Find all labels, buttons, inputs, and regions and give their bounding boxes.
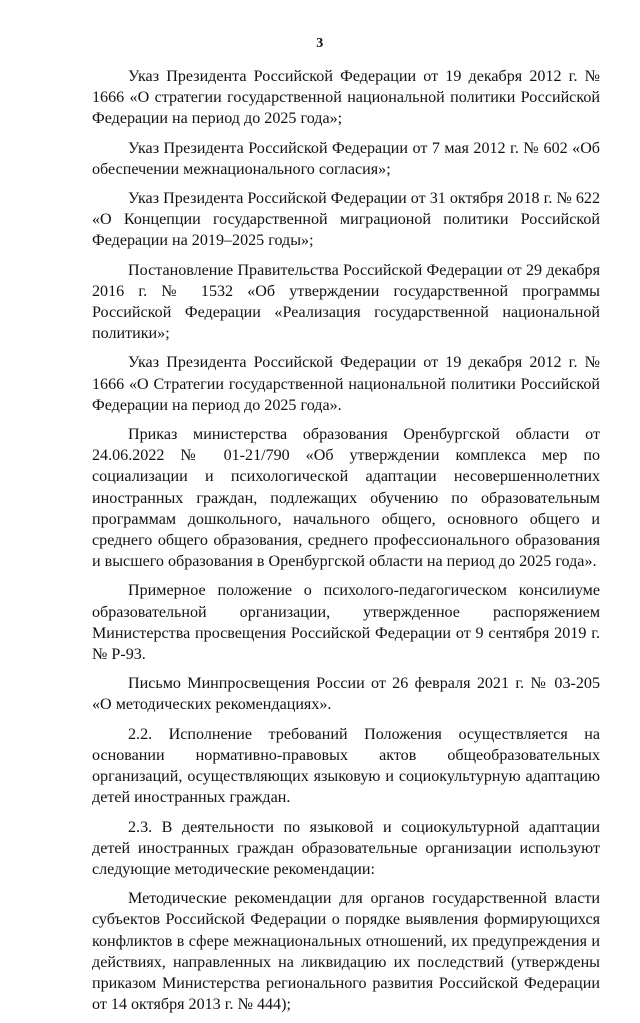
paragraph-decree-1666-repeat: Указ Президента Российской Федерации от 19 декабря 2012 г. № 1666 «О Стратегии государственной национальной политики Российской Федерации на период до 2025 года». [92, 354, 600, 414]
paragraph-section-2-2: 2.2. Исполнение требований Положения осуществляется на основании нормативно-правовых актов общеобразовательных организаций, осуществляющих языковую и социокультурную адаптацию детей иностранных граждан. [92, 725, 600, 807]
paragraph-decree-622: Указ Президента Российской Федерации от 31 октября 2018 г. № 622 «О Концепции государственной миграционой политики Российской Федерации на 2019–2025 годы»; [92, 190, 600, 250]
paragraph-resolution-1532: Постановление Правительства Российской Федерации от 29 декабря 2016 г. № 1532 «Об утверждении государственной программы Российской Федерации «Реализация государственной национальной политики»; [92, 261, 600, 343]
page-number: 3 [316, 36, 324, 51]
paragraph-model-regulation: Примерное положение о психолого-педагогическом консилиуме образовательной организации, утвержденное распоряжением Министерства просвещения Российской Федерации от 9 сентября 2019 г. № Р-93. [92, 582, 600, 664]
paragraph-decree-602: Указ Президента Российской Федерации от 7 мая 2012 г. № 602 «Об обеспечении межнационального согласия»; [92, 139, 600, 178]
paragraph-decree-1666: Указ Президента Российской Федерации от 19 декабря 2012 г. № 1666 «О стратегии государственной национальной политики Российской Федерации на период до 2025 года»; [92, 68, 600, 128]
paragraph-section-2-3: 2.3. В деятельности по языковой и социокультурной адаптации детей иностранных граждан образовательные организации используют следующие методические рекомендации: [92, 818, 600, 878]
document-body [92, 66, 600, 1023]
paragraph-methodical-recommendations: Методические рекомендации для органов государственной власти субъектов Российской Федерации о порядке выявления формирующихся конфликтов в сфере межнациональных отношений, их предупреждения и действиях, направленных на ликвидацию их последствий (утверждены приказом Министерства регионального развития Российской Федерации от 14 октября 2013 г. № 444); [92, 890, 600, 1014]
paragraph-letter-minprosvesh: Письмо Минпросвещения России от 26 февраля 2021 г. № 03-205 «О методических рекомендациях». [92, 675, 600, 714]
paragraph-order-orenburg: Приказ министерства образования Оренбургской области от 24.06.2022 № 01-21/790 «Об утверждении комплекса мер по социализации и психологической адаптации несовершеннолетних иностранных граждан, подлежащих обучению по образовательным программам дошкольного, начального общего, основного общего и среднего общего образования, среднего профессионального образования и высшего образования в Оренбургской области на период до 2025 года». [92, 426, 600, 571]
